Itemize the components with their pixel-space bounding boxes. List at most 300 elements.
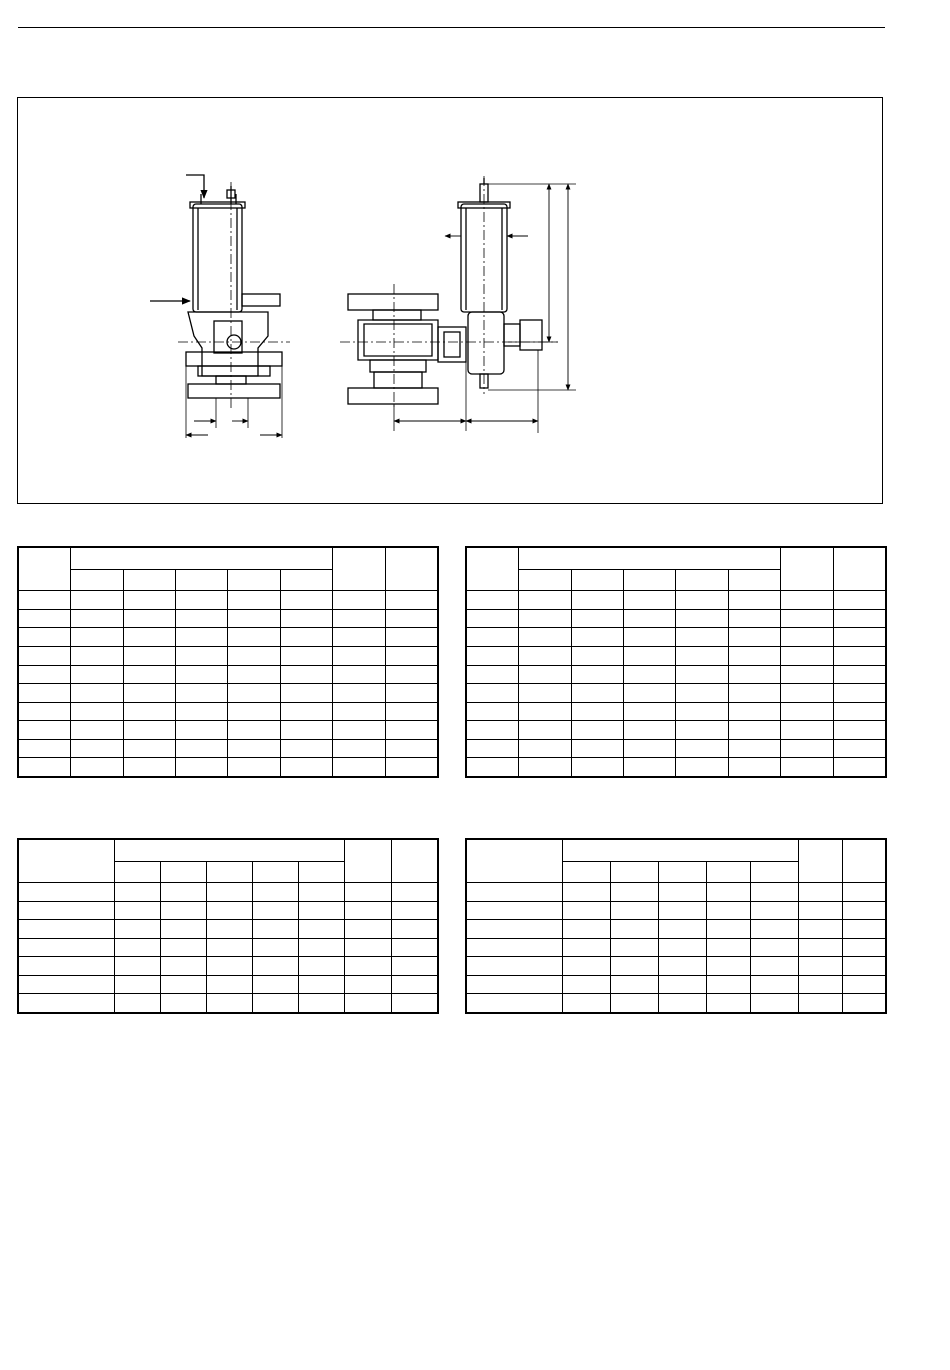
table-cell xyxy=(332,684,385,703)
table-cell xyxy=(227,739,280,758)
table-cell xyxy=(842,920,886,939)
header-cell xyxy=(18,839,114,883)
table-cell xyxy=(123,591,175,610)
table-cell xyxy=(227,647,280,666)
side-view xyxy=(150,175,290,438)
table-cell xyxy=(206,938,252,957)
table-cell xyxy=(18,591,70,610)
table-cell xyxy=(175,647,227,666)
table-cell xyxy=(466,957,562,976)
table-cell xyxy=(466,609,518,628)
table-cell xyxy=(706,920,750,939)
header-cell xyxy=(466,839,562,883)
table-cell xyxy=(780,628,833,647)
table-cell xyxy=(571,702,623,721)
table-cell xyxy=(623,721,675,740)
table-cell xyxy=(70,569,123,591)
table-cell xyxy=(114,957,160,976)
table-cell xyxy=(610,938,658,957)
table-cell xyxy=(280,684,332,703)
table-cell xyxy=(385,647,438,666)
table-cell xyxy=(833,591,886,610)
table-cell xyxy=(298,861,344,883)
header-cell xyxy=(833,547,886,591)
table-cell xyxy=(114,938,160,957)
table-cell xyxy=(70,647,123,666)
table-cell xyxy=(750,994,798,1013)
table-cell xyxy=(18,901,114,920)
table-cell xyxy=(623,647,675,666)
table-cell xyxy=(175,665,227,684)
table-cell xyxy=(798,957,842,976)
table-cell xyxy=(280,628,332,647)
table-row xyxy=(466,721,886,740)
table-cell xyxy=(658,861,706,883)
table-cell xyxy=(344,957,391,976)
table-cell xyxy=(227,684,280,703)
table-cell xyxy=(70,739,123,758)
table-cell xyxy=(750,975,798,994)
table-cell xyxy=(227,758,280,777)
front-view xyxy=(340,176,576,433)
table-cell xyxy=(280,721,332,740)
table-cell xyxy=(70,609,123,628)
table-cell xyxy=(466,883,562,902)
header-cell xyxy=(798,839,842,883)
table-cell xyxy=(385,591,438,610)
table-cell xyxy=(658,920,706,939)
table-cell xyxy=(344,975,391,994)
table-cell xyxy=(227,569,280,591)
table-cell xyxy=(206,957,252,976)
table-cell xyxy=(780,702,833,721)
table-cell xyxy=(842,994,886,1013)
table-cell xyxy=(728,684,780,703)
table-cell xyxy=(175,569,227,591)
table-row xyxy=(466,994,886,1013)
table-cell xyxy=(18,758,70,777)
table-cell xyxy=(18,883,114,902)
table-cell xyxy=(706,975,750,994)
table-cell xyxy=(780,758,833,777)
table-cell xyxy=(114,994,160,1013)
table-cell xyxy=(610,861,658,883)
table-cell xyxy=(562,861,610,883)
table-cell xyxy=(675,591,728,610)
table-cell xyxy=(610,883,658,902)
table-cell xyxy=(114,861,160,883)
table-cell xyxy=(227,609,280,628)
table-cell xyxy=(675,609,728,628)
table-cell xyxy=(391,994,438,1013)
table-cell xyxy=(252,938,298,957)
table-cell xyxy=(571,721,623,740)
table-cell xyxy=(571,665,623,684)
table-cell xyxy=(298,938,344,957)
table-cell xyxy=(114,920,160,939)
table-cell xyxy=(175,739,227,758)
table-row xyxy=(466,758,886,777)
table-row xyxy=(466,920,886,939)
table-cell xyxy=(728,569,780,591)
table-row xyxy=(18,702,438,721)
table-cell xyxy=(798,920,842,939)
table-cell xyxy=(280,591,332,610)
table-cell xyxy=(252,901,298,920)
table-cell xyxy=(623,628,675,647)
table-cell xyxy=(466,901,562,920)
table-cell xyxy=(114,901,160,920)
table-cell xyxy=(123,739,175,758)
table-cell xyxy=(206,861,252,883)
table-cell xyxy=(728,647,780,666)
table-cell xyxy=(750,883,798,902)
table-cell xyxy=(658,883,706,902)
table-cell xyxy=(728,702,780,721)
table-cell xyxy=(562,975,610,994)
table-cell xyxy=(518,684,571,703)
table-cell xyxy=(466,938,562,957)
table-cell xyxy=(466,647,518,666)
table-cell xyxy=(332,591,385,610)
table-cell xyxy=(842,938,886,957)
table-cell xyxy=(675,721,728,740)
table-cell xyxy=(833,758,886,777)
table-cell xyxy=(298,883,344,902)
table-cell xyxy=(385,665,438,684)
table-cell xyxy=(70,758,123,777)
table-cell xyxy=(750,938,798,957)
table-cell xyxy=(298,975,344,994)
table-cell xyxy=(332,739,385,758)
header-cell xyxy=(466,547,518,591)
table-cell xyxy=(175,721,227,740)
table-cell xyxy=(706,957,750,976)
table-cell xyxy=(728,628,780,647)
table-cell xyxy=(175,684,227,703)
table-row xyxy=(466,702,886,721)
table-cell xyxy=(833,647,886,666)
table-cell xyxy=(466,758,518,777)
table-cell xyxy=(675,758,728,777)
table-cell xyxy=(728,739,780,758)
table-cell xyxy=(123,665,175,684)
table-cell xyxy=(332,758,385,777)
table-cell xyxy=(385,721,438,740)
table-row xyxy=(466,591,886,610)
table-cell xyxy=(18,665,70,684)
table-cell xyxy=(385,609,438,628)
table-cell xyxy=(675,702,728,721)
dimension-table-bottom-left xyxy=(17,838,439,1014)
table-cell xyxy=(280,739,332,758)
table-cell xyxy=(518,665,571,684)
table-cell xyxy=(123,702,175,721)
table-cell xyxy=(114,883,160,902)
table-cell xyxy=(658,975,706,994)
table-cell xyxy=(175,609,227,628)
table-cell xyxy=(518,591,571,610)
table-cell xyxy=(780,739,833,758)
table-cell xyxy=(518,758,571,777)
table-cell xyxy=(518,739,571,758)
table-cell xyxy=(332,609,385,628)
table-row xyxy=(18,994,438,1013)
table-cell xyxy=(206,883,252,902)
table-cell xyxy=(466,920,562,939)
table-cell xyxy=(227,628,280,647)
table-cell xyxy=(518,628,571,647)
table-cell xyxy=(385,758,438,777)
table-cell xyxy=(562,883,610,902)
table-cell xyxy=(18,975,114,994)
table-cell xyxy=(252,975,298,994)
table-cell xyxy=(298,920,344,939)
table-cell xyxy=(562,957,610,976)
table-cell xyxy=(175,628,227,647)
table-cell xyxy=(833,665,886,684)
table-cell xyxy=(70,591,123,610)
dimension-table-top-right xyxy=(465,546,887,778)
table-cell xyxy=(675,665,728,684)
table-cell xyxy=(70,702,123,721)
table-cell xyxy=(750,901,798,920)
table-cell xyxy=(123,758,175,777)
table-cell xyxy=(227,665,280,684)
table-cell xyxy=(18,721,70,740)
table-cell xyxy=(175,758,227,777)
table-cell xyxy=(344,938,391,957)
table-cell xyxy=(18,609,70,628)
table-cell xyxy=(206,994,252,1013)
table-cell xyxy=(466,721,518,740)
header-cell xyxy=(842,839,886,883)
table-cell xyxy=(114,975,160,994)
table-row xyxy=(18,647,438,666)
table-row xyxy=(18,901,438,920)
table-cell xyxy=(571,647,623,666)
table-cell xyxy=(175,591,227,610)
table-cell xyxy=(280,702,332,721)
table-row xyxy=(466,975,886,994)
table-cell xyxy=(833,702,886,721)
table-cell xyxy=(623,739,675,758)
table-cell xyxy=(610,975,658,994)
table-cell xyxy=(18,684,70,703)
table-row xyxy=(466,901,886,920)
table-cell xyxy=(298,994,344,1013)
table-cell xyxy=(385,628,438,647)
table-cell xyxy=(610,957,658,976)
table-cell xyxy=(728,591,780,610)
table-cell xyxy=(466,591,518,610)
table-cell xyxy=(675,739,728,758)
table-cell xyxy=(798,901,842,920)
table-cell xyxy=(332,702,385,721)
valve-actuator-drawing xyxy=(18,98,884,505)
table-cell xyxy=(842,883,886,902)
table-cell xyxy=(344,994,391,1013)
table-row xyxy=(18,628,438,647)
table-cell xyxy=(160,861,206,883)
table-cell xyxy=(798,938,842,957)
table-row xyxy=(18,920,438,939)
table-cell xyxy=(466,994,562,1013)
table-cell xyxy=(706,861,750,883)
table-cell xyxy=(780,609,833,628)
header-cell xyxy=(385,547,438,591)
table-cell xyxy=(160,901,206,920)
table-cell xyxy=(562,901,610,920)
table-cell xyxy=(675,647,728,666)
header-cell xyxy=(780,547,833,591)
table-cell xyxy=(623,665,675,684)
table-cell xyxy=(466,628,518,647)
table-cell xyxy=(123,609,175,628)
table-row xyxy=(466,628,886,647)
table-cell xyxy=(70,628,123,647)
table-cell xyxy=(562,994,610,1013)
table-row xyxy=(18,665,438,684)
table-cell xyxy=(728,758,780,777)
table-cell xyxy=(332,721,385,740)
table-cell xyxy=(675,628,728,647)
table-cell xyxy=(833,721,886,740)
table-cell xyxy=(160,957,206,976)
table-cell xyxy=(18,647,70,666)
dimension-table-top-left xyxy=(17,546,439,778)
table-cell xyxy=(160,994,206,1013)
table-cell xyxy=(518,569,571,591)
table-cell xyxy=(798,975,842,994)
table-cell xyxy=(227,591,280,610)
header-cell xyxy=(391,839,438,883)
table-cell xyxy=(571,758,623,777)
table-cell xyxy=(385,702,438,721)
table-cell xyxy=(675,684,728,703)
table-row xyxy=(466,665,886,684)
table-cell xyxy=(18,938,114,957)
header-rule xyxy=(18,27,885,28)
header-cell xyxy=(114,839,344,861)
table-cell xyxy=(280,609,332,628)
table-cell xyxy=(750,920,798,939)
table-row xyxy=(466,938,886,957)
table-row xyxy=(466,609,886,628)
table-cell xyxy=(780,591,833,610)
table-cell xyxy=(252,994,298,1013)
table-cell xyxy=(332,665,385,684)
table-cell xyxy=(123,569,175,591)
table-cell xyxy=(571,591,623,610)
table-cell xyxy=(562,938,610,957)
header-cell xyxy=(518,547,780,569)
table-cell xyxy=(571,569,623,591)
table-cell xyxy=(344,883,391,902)
table-cell xyxy=(280,665,332,684)
table-cell xyxy=(518,609,571,628)
table-cell xyxy=(842,975,886,994)
table-cell xyxy=(780,647,833,666)
header-cell xyxy=(18,547,70,591)
table-cell xyxy=(298,957,344,976)
table-cell xyxy=(562,920,610,939)
header-cell xyxy=(70,547,332,569)
table-cell xyxy=(391,975,438,994)
table-cell xyxy=(842,957,886,976)
table-cell xyxy=(18,994,114,1013)
table-row xyxy=(18,957,438,976)
table-cell xyxy=(206,920,252,939)
table-row xyxy=(18,938,438,957)
table-cell xyxy=(571,628,623,647)
table-row xyxy=(18,975,438,994)
table-cell xyxy=(70,721,123,740)
table-cell xyxy=(658,938,706,957)
table-row xyxy=(466,883,886,902)
table-row xyxy=(466,739,886,758)
table-cell xyxy=(780,684,833,703)
table-cell xyxy=(798,883,842,902)
table-cell xyxy=(391,883,438,902)
table-cell xyxy=(610,901,658,920)
table-cell xyxy=(466,684,518,703)
table-cell xyxy=(175,702,227,721)
header-cell xyxy=(332,547,385,591)
dimension-table-bottom-right xyxy=(465,838,887,1014)
table-cell xyxy=(123,684,175,703)
table-cell xyxy=(780,665,833,684)
table-row xyxy=(18,684,438,703)
table-cell xyxy=(571,609,623,628)
table-cell xyxy=(391,920,438,939)
table-cell xyxy=(227,721,280,740)
table-cell xyxy=(252,957,298,976)
table-row xyxy=(18,758,438,777)
table-cell xyxy=(298,901,344,920)
technical-drawing-frame xyxy=(17,97,883,504)
table-cell xyxy=(728,721,780,740)
table-cell xyxy=(833,628,886,647)
table-cell xyxy=(518,702,571,721)
table-cell xyxy=(571,684,623,703)
table-cell xyxy=(750,861,798,883)
table-row xyxy=(466,684,886,703)
table-cell xyxy=(18,957,114,976)
table-cell xyxy=(623,591,675,610)
table-cell xyxy=(571,739,623,758)
table-cell xyxy=(252,883,298,902)
table-cell xyxy=(344,920,391,939)
table-cell xyxy=(518,647,571,666)
table-cell xyxy=(344,901,391,920)
table-cell xyxy=(466,739,518,758)
table-cell xyxy=(728,665,780,684)
table-cell xyxy=(252,861,298,883)
table-row xyxy=(18,591,438,610)
table-cell xyxy=(706,994,750,1013)
table-cell xyxy=(610,994,658,1013)
table-cell xyxy=(675,569,728,591)
table-cell xyxy=(123,721,175,740)
table-row xyxy=(18,739,438,758)
table-cell xyxy=(518,721,571,740)
table-cell xyxy=(227,702,280,721)
table-cell xyxy=(280,647,332,666)
table-cell xyxy=(623,609,675,628)
table-row xyxy=(18,721,438,740)
table-cell xyxy=(842,901,886,920)
